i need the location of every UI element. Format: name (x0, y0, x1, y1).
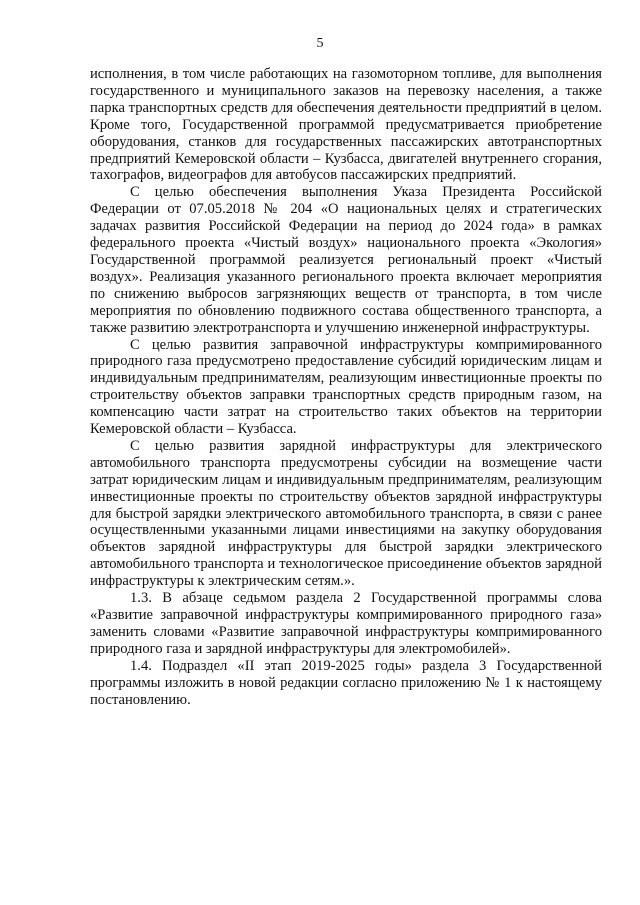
paragraph-continuation: исполнения, в том числе работающих на газомоторном топливе, для выполнения государственного и муниципального заказов на перевозку населения, а также парка транспортных средств для обеспечения деятельности предприятий в целом. Кроме того, Государственной программой предусматривается приобретение оборудования, станков для государственных пассажирских автотранспортных предприятий Кемеровской области – Кузбасса, двигателей внутреннего сгорания, тахографов, видеографов для автобусов пассажирских предприятий. (90, 66, 602, 184)
paragraph-item-1-4: 1.4. Подраздел «II этап 2019-2025 годы» раздела 3 Государственной программы изложить в новой редакции согласно приложению № 1 к настоящему постановлению. (90, 657, 602, 708)
paragraph-item-1-3: 1.3. В абзаце седьмом раздела 2 Государственной программы слова «Развитие заправочной инфраструктуры компримированного природного газа» заменить словами «Развитие заправочной инфраструктуры компримированного природного газа и зарядной инфраструктуры для электромобилей». (90, 590, 602, 657)
paragraph-gas-infrastructure: С целью развития заправочной инфраструктуры компримированного природного газа предусмотрено предоставление субсидий юридическим лицам и индивидуальным предпринимателям, реализующим инвестиционные проекты по строительству объектов заправки транспортных средств природным газом, на компенсацию части затрат на строительство таких объектов на территории Кемеровской области – Кузбасса. (90, 336, 602, 438)
page-number: 5 (316, 36, 324, 51)
document-body (90, 66, 602, 708)
paragraph-clean-air-project: С целью обеспечения выполнения Указа Президента Российской Федерации от 07.05.2018 № 204 «О национальных целях и стратегических задачах развития Российской Федерации на период до 2024 года» в рамках федерального проекта «Чистый воздух» национального проекта «Экология» Государственной программой реализуется региональный проект «Чистый воздух». Реализация указанного регионального проекта включает мероприятия по снижению выбросов загрязняющих веществ от транспорта, в том числе мероприятия по обновлению подвижного состава общественного транспорта, а также развитию электротранспорта и улучшению инженерной инфраструктуры. (90, 184, 602, 336)
paragraph-charging-infrastructure: С целью развития зарядной инфраструктуры для электрического автомобильного транспорта предусмотрены субсидии на возмещение части затрат юридическим лицам и индивидуальным предпринимателям, реализующим инвестиционные проекты по строительству объектов зарядной инфраструктуры для быстрой зарядки электрического автомобильного транспорта, в связи с ранее осуществленными указанными лицами инвестициями на закупку оборудования объектов зарядной инфраструктуры для быстрой зарядки электрического автомобильного транспорта и технологическое присоединение объектов зарядной инфраструктуры к электрическим сетям.». (90, 437, 602, 590)
